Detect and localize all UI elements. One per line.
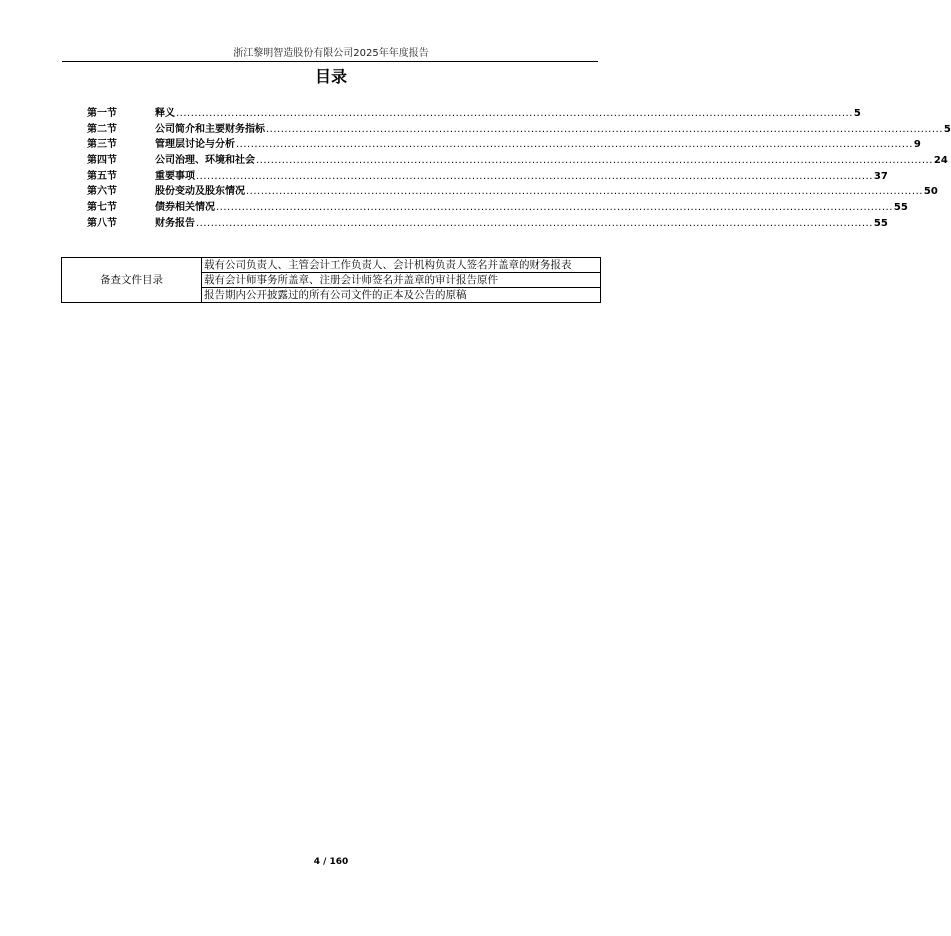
toc-page-number: 55 bbox=[873, 217, 888, 229]
toc-entry[interactable] bbox=[87, 104, 861, 120]
toc-section-number: 第二节 bbox=[87, 123, 117, 135]
toc-page-number: 55 bbox=[893, 202, 908, 214]
toc-leader-dots: ........................................................................................................................................................................................ bbox=[196, 217, 873, 229]
toc-leader-dots: ........................................................................................................................................................................................ bbox=[246, 186, 923, 198]
reference-doc-item: 报告期内公开披露过的所有公司文件的正本及公告的原稿 bbox=[202, 288, 601, 303]
toc-section-number: 第五节 bbox=[87, 170, 117, 182]
toc-section-title: 股份变动及股东情况 bbox=[155, 186, 245, 198]
toc-section-number: 第八节 bbox=[87, 217, 117, 229]
toc-page-number: 9 bbox=[913, 139, 921, 151]
toc-leader-dots: ........................................................................................................................................................................................ bbox=[216, 202, 893, 214]
reference-doc-item: 载有会计师事务所盖章、注册会计师签名并盖章的审计报告原件 bbox=[202, 273, 601, 288]
toc-page-number: 5 bbox=[853, 108, 861, 119]
toc-section-number: 第七节 bbox=[87, 202, 117, 214]
toc-entry[interactable] bbox=[87, 135, 921, 151]
toc-page-number: 24 bbox=[933, 155, 948, 167]
reference-docs-label: 备查文件目录 bbox=[62, 258, 202, 303]
page-title: 目录 bbox=[314, 67, 347, 86]
running-header: 浙江黎明智造股份有限公司2025年年度报告 bbox=[233, 48, 429, 59]
toc-entry[interactable] bbox=[87, 182, 938, 198]
toc-page-number: 5 bbox=[943, 123, 951, 135]
toc-section-title: 重要事项 bbox=[155, 170, 195, 182]
toc-entry[interactable] bbox=[87, 120, 951, 136]
toc-section-title: 财务报告 bbox=[155, 217, 195, 229]
toc-section-number: 第一节 bbox=[87, 108, 117, 119]
toc-leader-dots: ........................................................................................................................................................................................ bbox=[196, 170, 873, 182]
toc-section-title: 释义 bbox=[155, 108, 175, 119]
table-of-contents bbox=[87, 104, 951, 230]
header-divider bbox=[62, 61, 598, 62]
toc-section-title: 公司治理、环境和社会 bbox=[155, 155, 255, 167]
toc-section-number: 第四节 bbox=[87, 155, 117, 167]
toc-leader-dots: ........................................................................................................................................................................................ bbox=[256, 155, 933, 167]
toc-entry[interactable] bbox=[87, 198, 908, 214]
toc-section-title: 债券相关情况 bbox=[155, 202, 215, 214]
toc-section-title: 公司简介和主要财务指标 bbox=[155, 123, 265, 135]
toc-section-title: 管理层讨论与分析 bbox=[155, 139, 235, 151]
table-row bbox=[62, 258, 601, 273]
toc-leader-dots: ........................................................................................................................................................................................ bbox=[236, 139, 913, 151]
toc-leader-dots: ........................................................................................................................................................................................ bbox=[176, 108, 853, 119]
toc-page-number: 50 bbox=[923, 186, 938, 198]
toc-entry[interactable] bbox=[87, 167, 888, 183]
toc-page-number: 37 bbox=[873, 170, 888, 182]
toc-section-number: 第六节 bbox=[87, 186, 117, 198]
toc-entry[interactable] bbox=[87, 214, 888, 230]
toc-leader-dots: ........................................................................................................................................................................................ bbox=[266, 123, 943, 135]
toc-entry[interactable] bbox=[87, 151, 948, 167]
page-number: 4 / 160 bbox=[313, 857, 349, 867]
toc-section-number: 第三节 bbox=[87, 139, 117, 151]
reference-doc-item: 载有公司负责人、主管会计工作负责人、会计机构负责人签名并盖章的财务报表 bbox=[202, 258, 601, 273]
reference-documents-table bbox=[61, 257, 601, 303]
